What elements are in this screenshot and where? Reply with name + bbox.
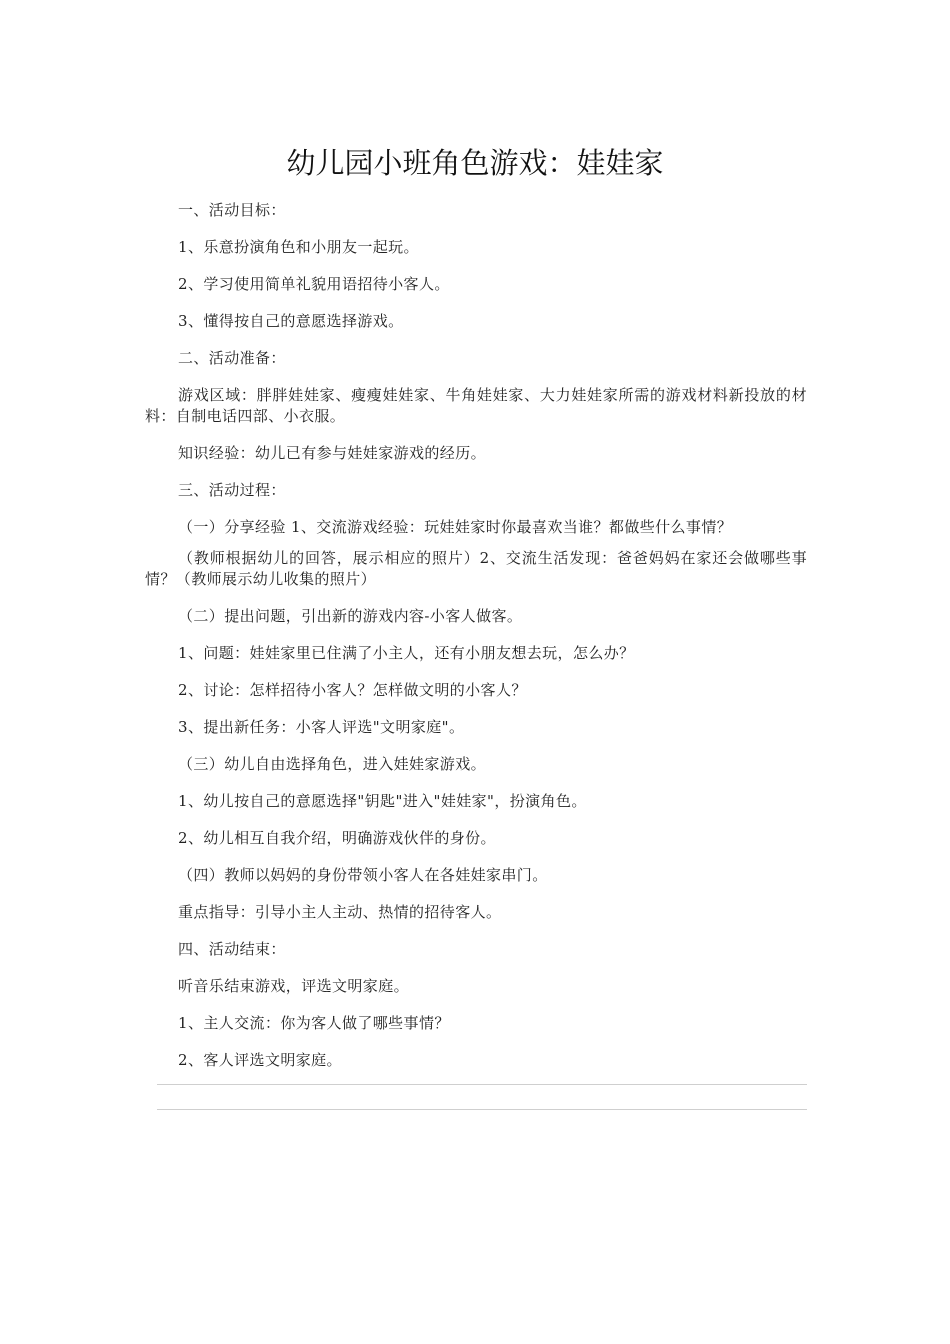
- ending-intro: 听音乐结束游戏，评选文明家庭。: [178, 977, 410, 995]
- ending-item-2: 2、客人评选文明家庭。: [178, 1051, 342, 1069]
- process-step-2-item-2: 2、讨论：怎样招待小客人？怎样做文明的小客人？: [178, 681, 527, 699]
- preparation-area: 游戏区域：胖胖娃娃家、瘦瘦娃娃家、牛角娃娃家、大力娃娃家所需的游戏材料新投放的材料：自制电话四部、小衣服。: [145, 386, 807, 425]
- section-heading-preparation: 二、活动准备：: [178, 349, 286, 367]
- process-step-3-item-1: 1、幼儿按自己的意愿选择"钥匙"进入"娃娃家"，扮演角色。: [178, 792, 587, 810]
- document-body: [145, 200, 807, 1071]
- process-step-3: （三）幼儿自由选择角色，进入娃娃家游戏。: [178, 755, 487, 773]
- goal-item-2: 2、学习使用简单礼貌用语招待小客人。: [178, 275, 450, 293]
- process-step-2-item-1: 1、问题：娃娃家里已住满了小主人，还有小朋友想去玩，怎么办？: [178, 644, 635, 662]
- section-heading-process: 三、活动过程：: [178, 481, 286, 499]
- process-step-4: （四）教师以妈妈的身份带领小客人在各娃娃家串门。: [178, 866, 548, 884]
- goal-item-3: 3、懂得按自己的意愿选择游戏。: [178, 312, 404, 330]
- section-heading-ending: 四、活动结束：: [178, 940, 286, 958]
- process-step-2-item-3: 3、提出新任务：小客人评选"文明家庭"。: [178, 718, 465, 736]
- process-step-2: （二）提出问题，引出新的游戏内容-小客人做客。: [178, 607, 523, 625]
- section-heading-goals: 一、活动目标：: [178, 201, 286, 219]
- goal-item-1: 1、乐意扮演角色和小朋友一起玩。: [178, 238, 419, 256]
- document-title: 幼儿园小班角色游戏：娃娃家: [286, 146, 664, 180]
- process-step-1-detail: （教师根据幼儿的回答，展示相应的照片）2、交流生活发现：爸爸妈妈在家还会做哪些事情？（教师展示幼儿收集的照片）: [145, 549, 807, 588]
- preparation-knowledge: 知识经验：幼儿已有参与娃娃家游戏的经历。: [178, 444, 487, 462]
- footer-divider-bottom: [157, 1109, 807, 1110]
- process-step-3-item-2: 2、幼儿相互自我介绍，明确游戏伙伴的身份。: [178, 829, 496, 847]
- ending-item-1: 1、主人交流：你为客人做了哪些事情？: [178, 1014, 450, 1032]
- process-step-1: （一）分享经验 1、交流游戏经验：玩娃娃家时你最喜欢当谁？都做些什么事情？: [178, 518, 733, 536]
- footer-divider-top: [157, 1084, 807, 1085]
- process-key-guidance: 重点指导：引导小主人主动、热情的招待客人。: [178, 903, 502, 921]
